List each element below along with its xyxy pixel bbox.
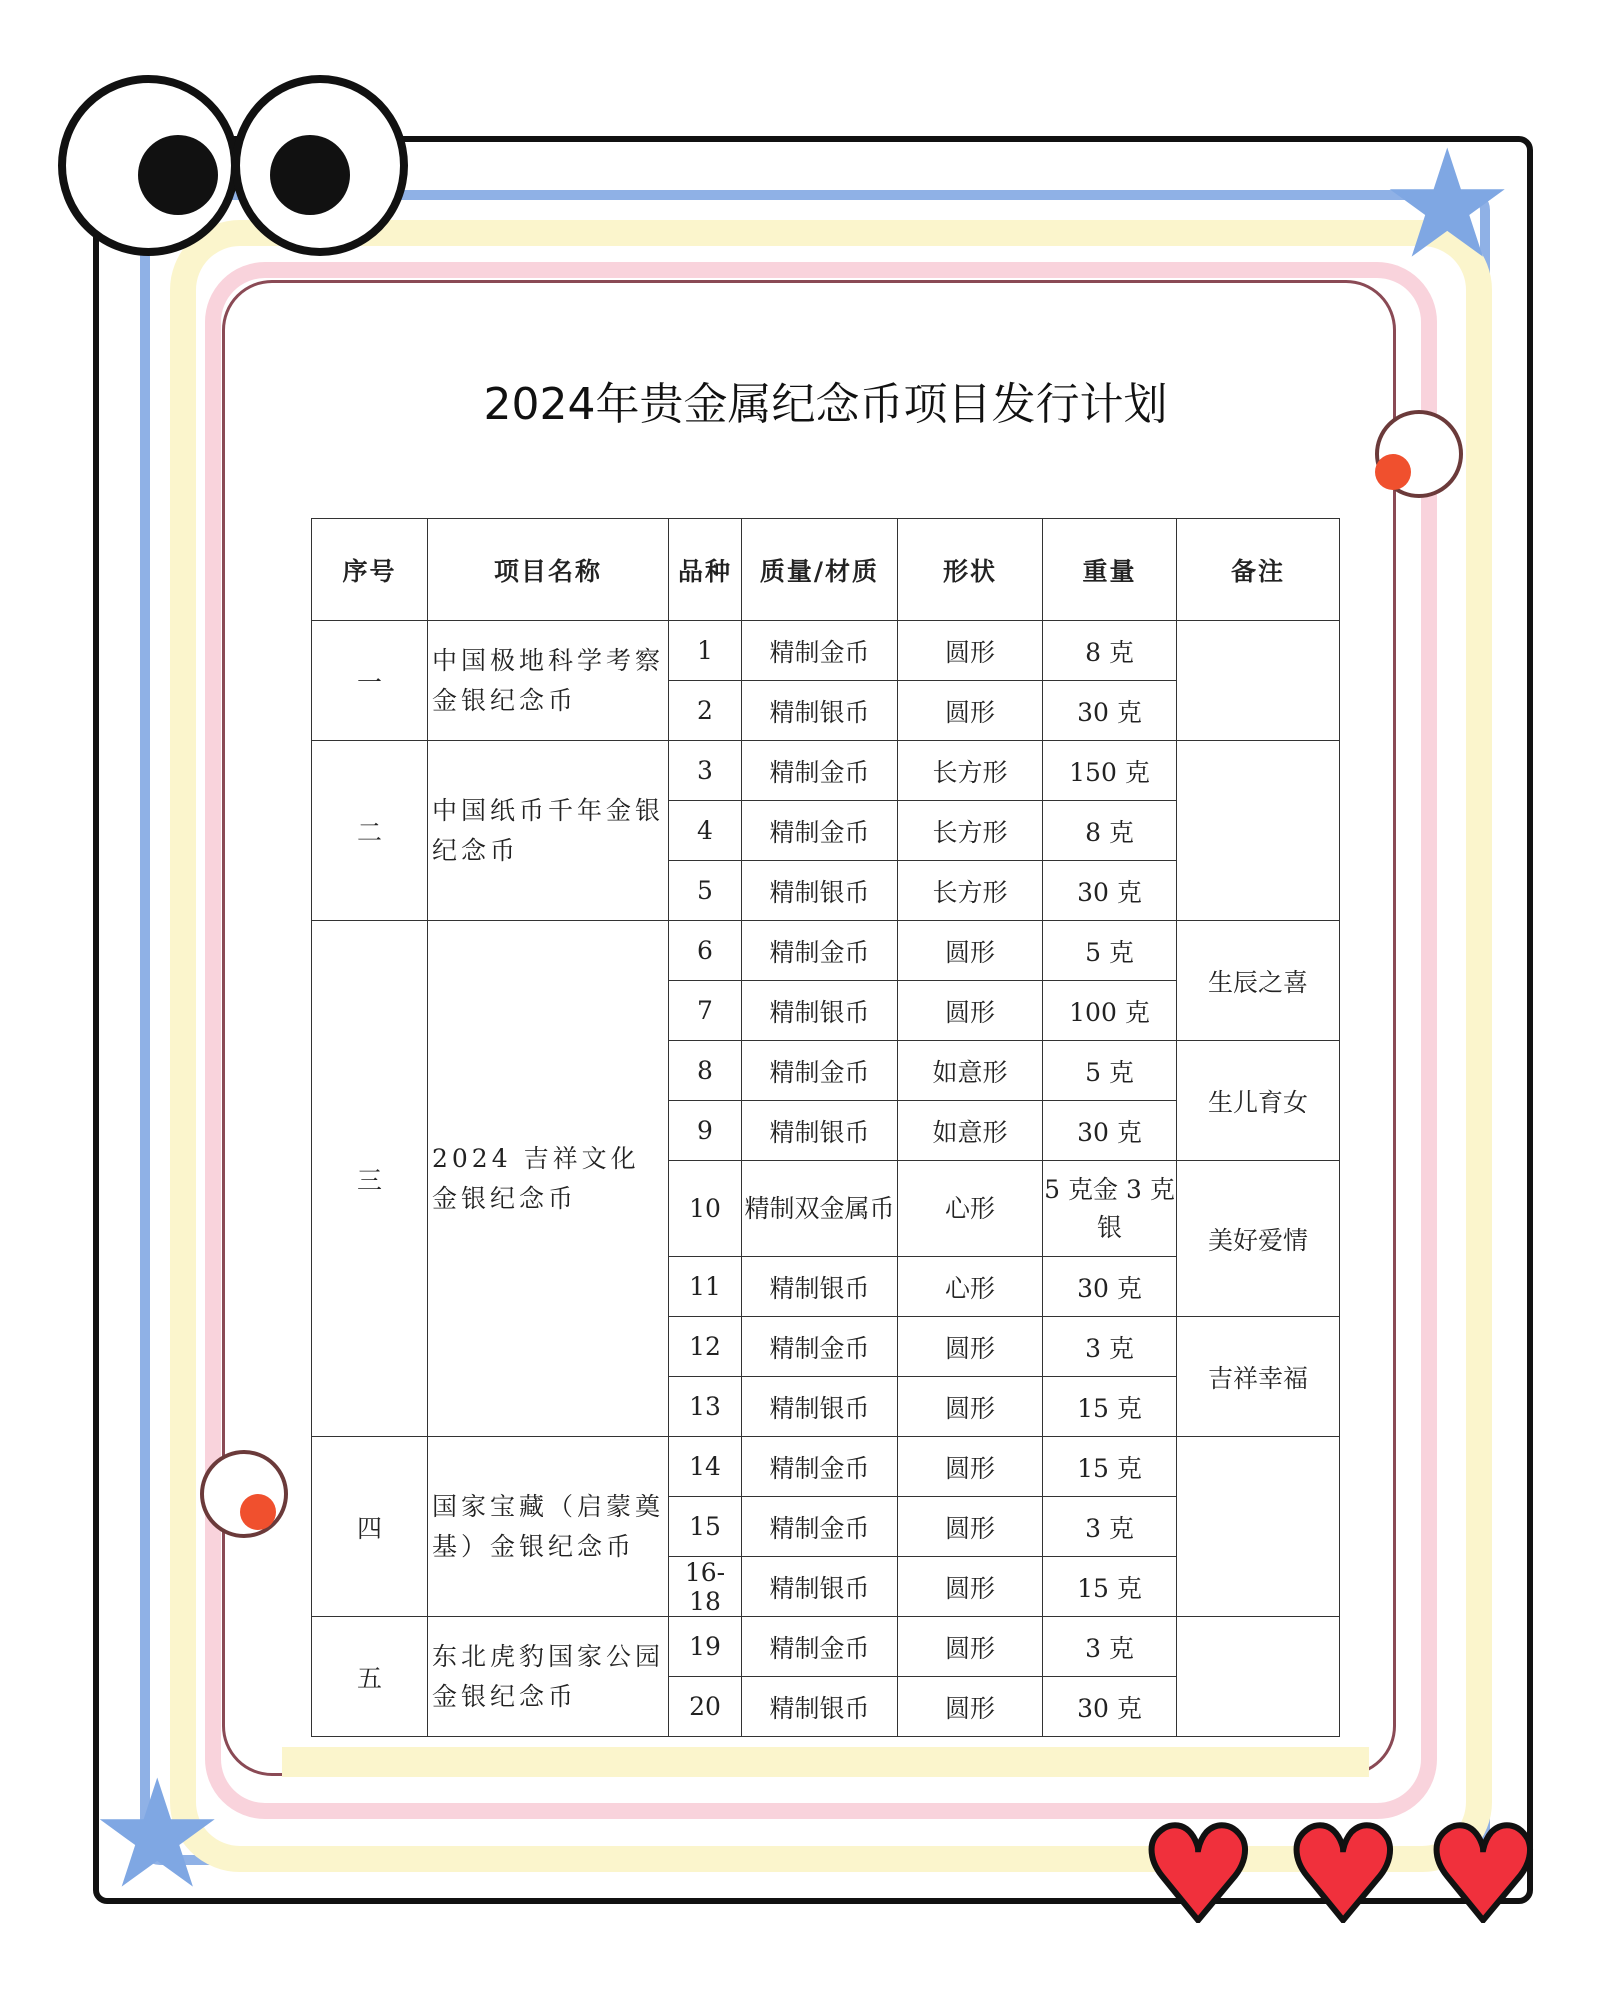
material: 精制银币 (742, 1257, 898, 1317)
table-row (312, 621, 1340, 681)
column-header: 质量/材质 (742, 519, 898, 621)
weight: 15 克 (1043, 1377, 1177, 1437)
variety-number: 7 (669, 981, 742, 1041)
variety-number: 8 (669, 1041, 742, 1101)
eye-left-icon (58, 75, 239, 256)
project-name: 中国纸币千年金银纪念币 (428, 741, 669, 921)
weight: 15 克 (1043, 1437, 1177, 1497)
material: 精制金币 (742, 621, 898, 681)
heart-icon: ♥ (1140, 1799, 1257, 1951)
shape: 如意形 (898, 1041, 1043, 1101)
shape: 圆形 (898, 1497, 1043, 1557)
cloud-icon (200, 1450, 288, 1538)
variety-number: 14 (669, 1437, 742, 1497)
heart-icon: ♥ (1425, 1799, 1542, 1951)
shape: 长方形 (898, 801, 1043, 861)
variety-number: 10 (669, 1161, 742, 1257)
remark: 生辰之喜 (1177, 921, 1340, 1041)
material: 精制金币 (742, 1437, 898, 1497)
shape: 圆形 (898, 621, 1043, 681)
project-name: 中国极地科学考察金银纪念币 (428, 621, 669, 741)
weight: 5 克 (1043, 1041, 1177, 1101)
weight: 30 克 (1043, 1101, 1177, 1161)
weight: 8 克 (1043, 801, 1177, 861)
weight: 5 克金 3 克银 (1043, 1161, 1177, 1257)
group-number: 一 (312, 621, 428, 741)
project-name: 国家宝藏（启蒙奠基）金银纪念币 (428, 1437, 669, 1617)
variety-number: 3 (669, 741, 742, 801)
variety-number: 5 (669, 861, 742, 921)
shape: 圆形 (898, 981, 1043, 1041)
table-row (312, 1617, 1340, 1677)
variety-number: 13 (669, 1377, 742, 1437)
material: 精制金币 (742, 741, 898, 801)
issuance-table (311, 518, 1340, 1737)
weight: 15 克 (1043, 1557, 1177, 1617)
eye-right-icon (232, 75, 408, 256)
group-number: 二 (312, 741, 428, 921)
material: 精制金币 (742, 1041, 898, 1101)
column-header: 形状 (898, 519, 1043, 621)
weight: 5 克 (1043, 921, 1177, 981)
shape: 长方形 (898, 861, 1043, 921)
material: 精制银币 (742, 1101, 898, 1161)
weight: 3 克 (1043, 1317, 1177, 1377)
shape: 圆形 (898, 921, 1043, 981)
column-header: 项目名称 (428, 519, 669, 621)
variety-number: 20 (669, 1677, 742, 1737)
variety-number: 15 (669, 1497, 742, 1557)
weight: 3 克 (1043, 1617, 1177, 1677)
material: 精制银币 (742, 981, 898, 1041)
material: 精制银币 (742, 1677, 898, 1737)
shape: 圆形 (898, 1377, 1043, 1437)
material: 精制金币 (742, 1617, 898, 1677)
remark: 美好爱情 (1177, 1161, 1340, 1317)
shape: 圆形 (898, 1617, 1043, 1677)
shape: 圆形 (898, 1677, 1043, 1737)
remark (1177, 741, 1340, 921)
weight: 30 克 (1043, 1677, 1177, 1737)
group-number: 四 (312, 1437, 428, 1617)
remark (1177, 1617, 1340, 1737)
weight: 30 克 (1043, 681, 1177, 741)
variety-number: 1 (669, 621, 742, 681)
star-icon: ★ (90, 1748, 225, 1922)
column-header: 备注 (1177, 519, 1340, 621)
table-row (312, 741, 1340, 801)
group-number: 三 (312, 921, 428, 1437)
table-row (312, 921, 1340, 981)
weight: 8 克 (1043, 621, 1177, 681)
remark: 生儿育女 (1177, 1041, 1340, 1161)
cloud-icon (1375, 410, 1463, 498)
shape: 圆形 (898, 1437, 1043, 1497)
shape: 心形 (898, 1161, 1043, 1257)
remark (1177, 621, 1340, 741)
shape: 心形 (898, 1257, 1043, 1317)
variety-number: 4 (669, 801, 742, 861)
variety-number: 16-18 (669, 1557, 742, 1617)
column-header: 序号 (312, 519, 428, 621)
shape: 圆形 (898, 1557, 1043, 1617)
group-number: 五 (312, 1617, 428, 1737)
variety-number: 12 (669, 1317, 742, 1377)
table-cutoff (282, 1747, 1369, 1777)
material: 精制金币 (742, 1497, 898, 1557)
weight: 150 克 (1043, 741, 1177, 801)
heart-icon: ♥ (1285, 1799, 1402, 1951)
variety-number: 2 (669, 681, 742, 741)
table-header-row (312, 519, 1340, 621)
column-header: 重量 (1043, 519, 1177, 621)
material: 精制双金属币 (742, 1161, 898, 1257)
project-name: 东北虎豹国家公园金银纪念币 (428, 1617, 669, 1737)
shape: 圆形 (898, 1317, 1043, 1377)
variety-number: 6 (669, 921, 742, 981)
material: 精制金币 (742, 1317, 898, 1377)
material: 精制银币 (742, 1557, 898, 1617)
project-name: 2024 吉祥文化金银纪念币 (428, 921, 669, 1437)
shape: 圆形 (898, 681, 1043, 741)
variety-number: 19 (669, 1617, 742, 1677)
material: 精制银币 (742, 861, 898, 921)
page-title: 2024年贵金属纪念币项目发行计划 (483, 379, 1168, 430)
remark: 吉祥幸福 (1177, 1317, 1340, 1437)
star-icon: ★ (1380, 118, 1515, 292)
material: 精制金币 (742, 801, 898, 861)
column-header: 品种 (669, 519, 742, 621)
table-row (312, 1437, 1340, 1497)
weight: 30 克 (1043, 1257, 1177, 1317)
weight: 30 克 (1043, 861, 1177, 921)
remark (1177, 1437, 1340, 1617)
variety-number: 9 (669, 1101, 742, 1161)
weight: 100 克 (1043, 981, 1177, 1041)
shape: 如意形 (898, 1101, 1043, 1161)
shape: 长方形 (898, 741, 1043, 801)
variety-number: 11 (669, 1257, 742, 1317)
material: 精制银币 (742, 1377, 898, 1437)
material: 精制金币 (742, 921, 898, 981)
weight: 3 克 (1043, 1497, 1177, 1557)
material: 精制银币 (742, 681, 898, 741)
